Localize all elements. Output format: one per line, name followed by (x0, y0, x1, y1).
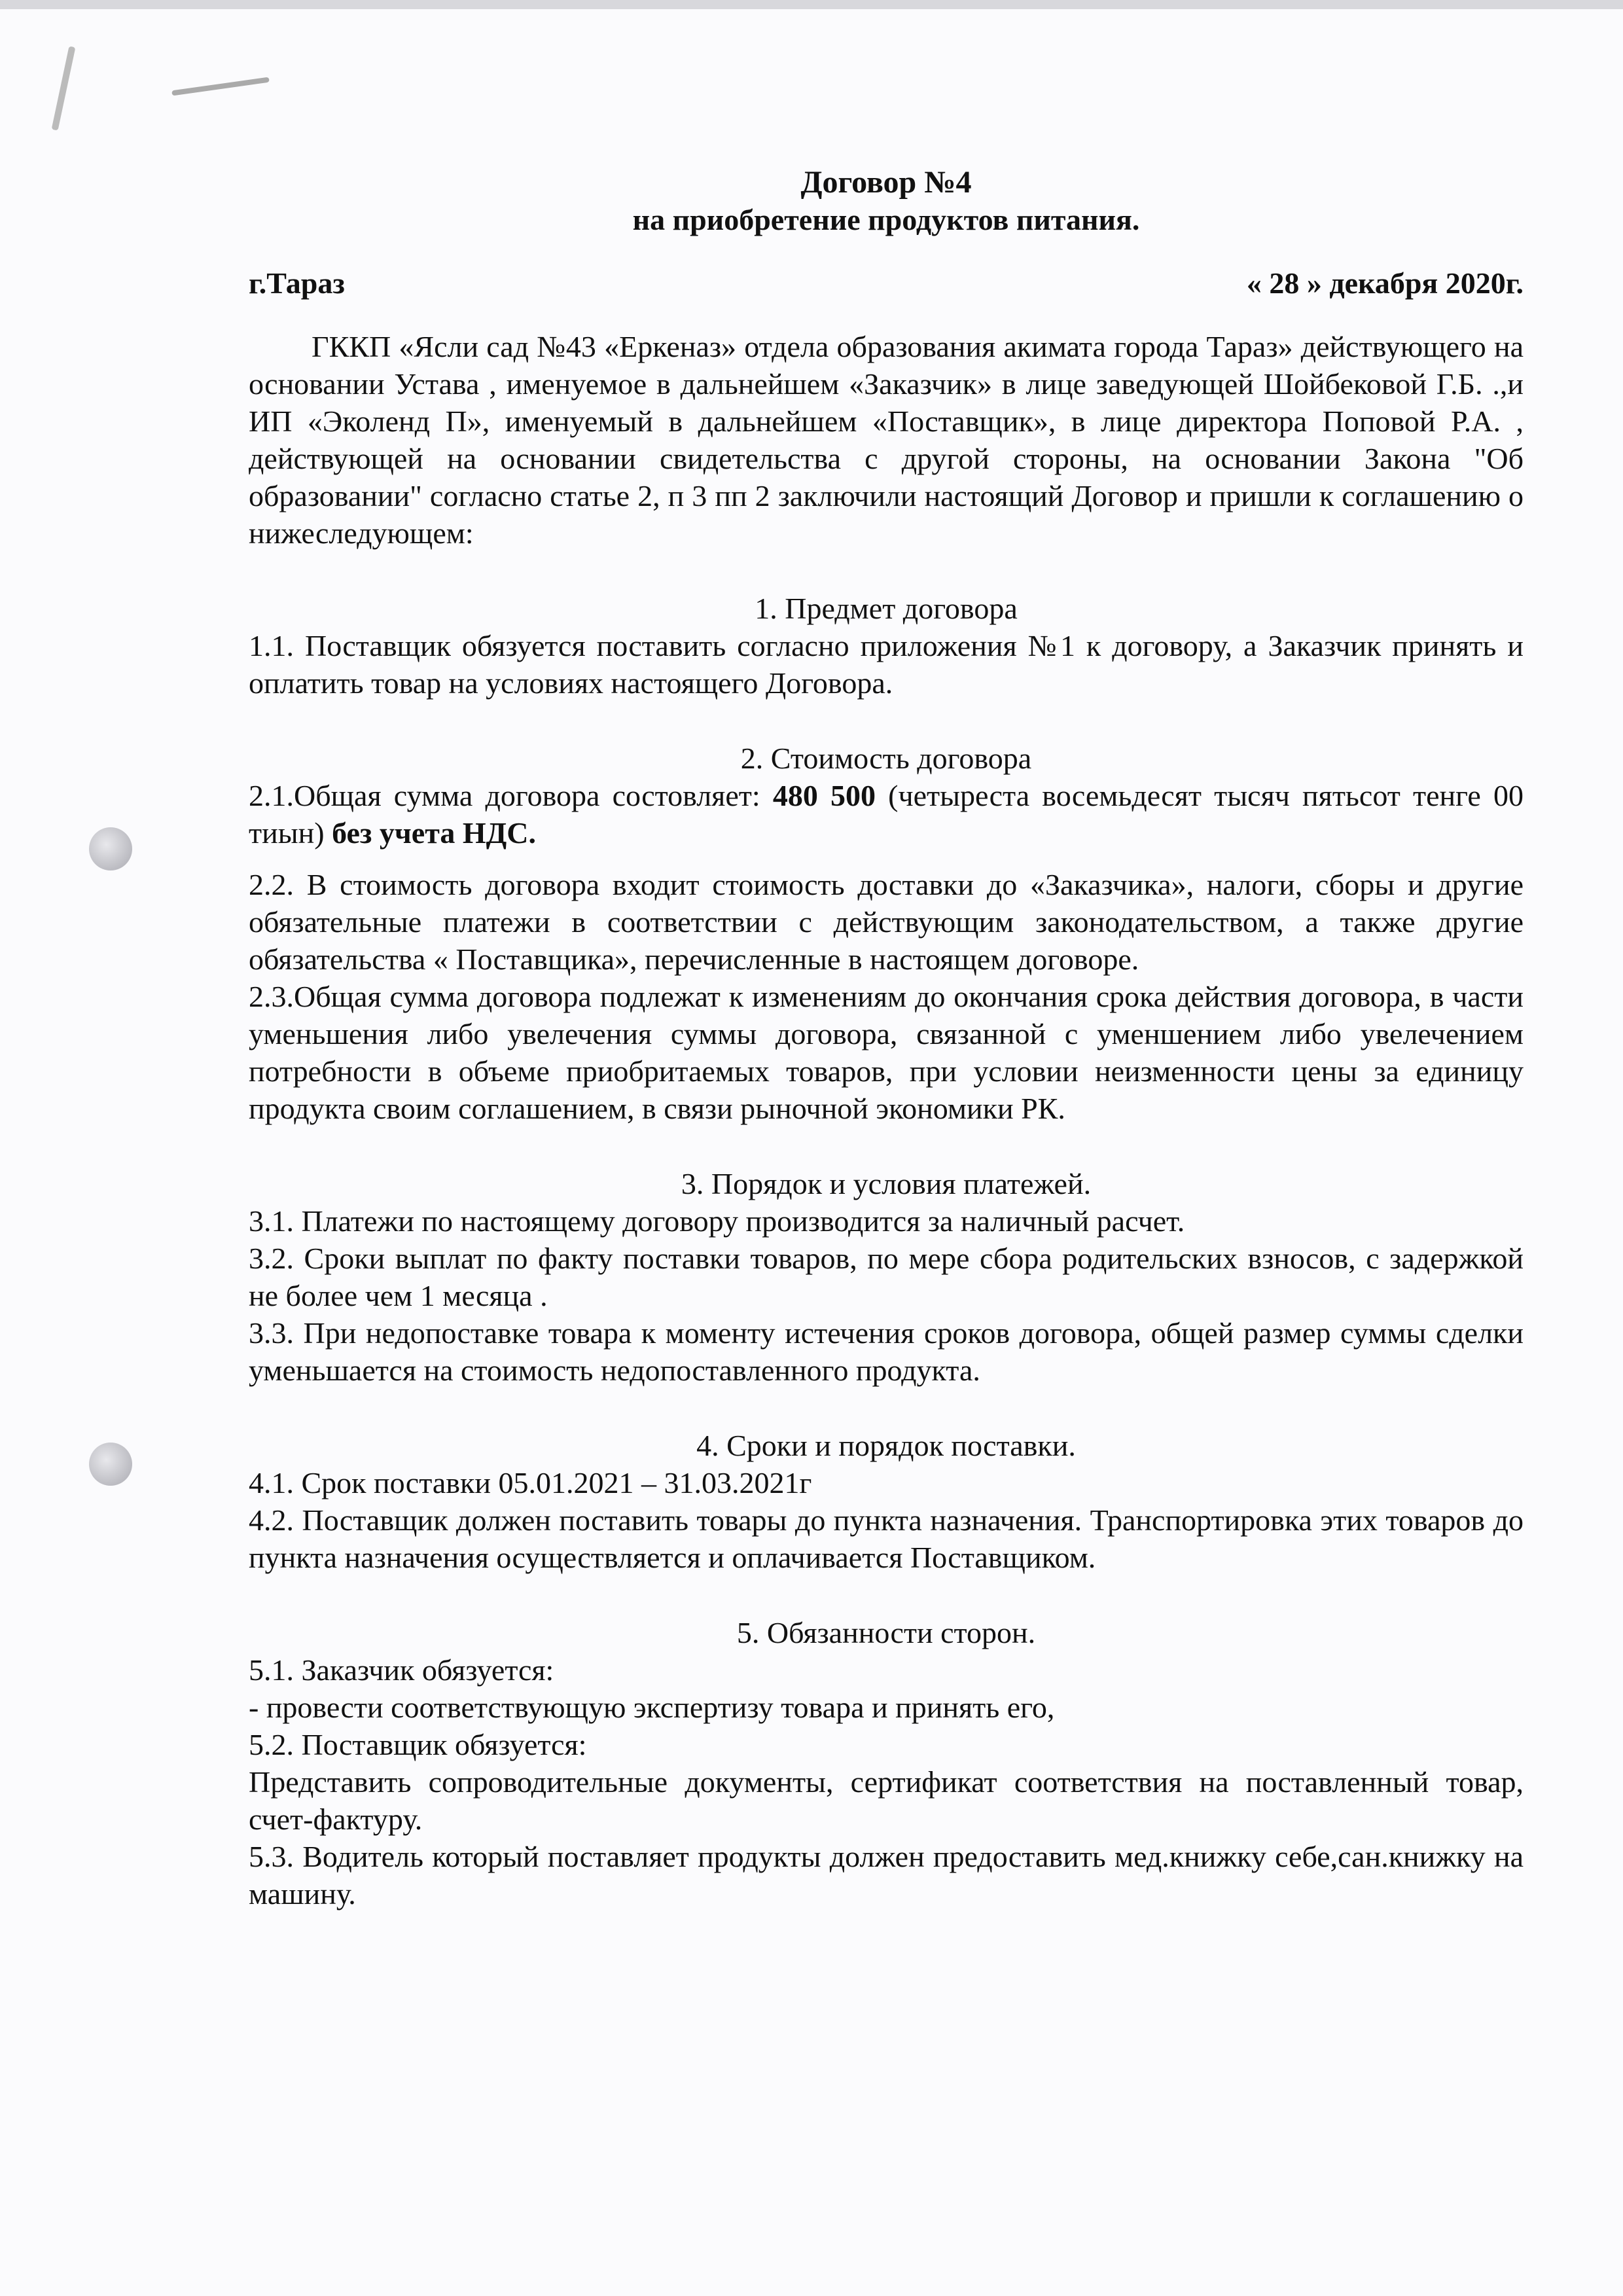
contract-amount: 480 500 (772, 779, 876, 812)
preamble: ГККП «Ясли сад №43 «Еркеназ» отдела образования акимата города Тараз» действующего на основании Устава , именуемое в дальнейшем «Заказчик» в лице заведующей Шойбековой Г.Б. .,и ИП «Эколенд П», именуемый в дальнейшем «Поставщик», в лице директора Поповой Р.А. , действующей на основании свидетельства с другой стороны, на основании Закона "Об образовании" согласно статье 2, п 3 пп 2 заключили настоящий Договор и пришли к соглашению о нижеследующем: (249, 330, 1524, 550)
clause: 4.1. Срок поставки 05.01.2021 – 31.03.2021г (249, 1466, 812, 1499)
scan-edge (0, 0, 1623, 9)
date: « 28 » декабря 2020г. (1246, 266, 1524, 300)
clause-amount (249, 777, 1524, 852)
clause: 1.1. Поставщик обязуется поставить согласно приложения №1 к договору, а Заказчик принять и оплатить товар на условиях настоящего Договора. (249, 629, 1524, 700)
clause: 5.3. Водитель который поставляет продукты должен предоставить мед.книжку себе,сан.книжку на машину. (249, 1840, 1524, 1910)
document-page (249, 164, 1524, 1912)
clause-text: 2.1.Общая сумма договора состовляет: (249, 779, 773, 812)
section-heading: 3. Порядок и условия платежей. (681, 1167, 1092, 1200)
punch-hole (89, 827, 132, 870)
clause: 4.2. Поставщик должен поставить товары до пункта назначения. Транспортировка этих товаров до пункта назначения осуществляется и оплачивается Поставщиком. (249, 1503, 1524, 1574)
clause: 3.1. Платежи по настоящему договору производится за наличный расчет. (249, 1204, 1185, 1238)
clause: 3.3. При недопоставке товара к моменту истечения сроков договора, общей размер суммы сделки уменьшается на стоимость недопоставленного продукта. (249, 1316, 1524, 1387)
city: г.Тараз (249, 266, 345, 300)
vat-note: без учета НДС. (332, 816, 537, 850)
section-heading: 2. Стоимость договора (740, 742, 1032, 775)
document-subtitle: на приобретение продуктов питания. (632, 203, 1140, 236)
clause: - провести соответствующую экспертизу товара и принять его, (249, 1691, 1055, 1724)
clause: 2.2. В стоимость договора входит стоимость доставки до «Заказчика», налоги, сборы и другие обязательные платежи в соответствии с действующим законодательством, а также другие обязательства « Поставщика», перечисленные в настоящем договоре. (249, 868, 1524, 976)
scan-mark (171, 77, 270, 96)
clause: 5.2. Поставщик обязуется: (249, 1728, 587, 1761)
section-heading: 5. Обязанности сторон. (736, 1616, 1036, 1649)
clause: 3.2. Сроки выплат по факту поставки товаров, по мере сбора родительских взносов, с задержкой не более чем 1 месяца . (249, 1242, 1524, 1312)
section-heading: 4. Сроки и порядок поставки. (696, 1429, 1076, 1462)
section-heading: 1. Предмет договора (755, 592, 1018, 625)
document-title: Договор №4 (800, 165, 972, 200)
clause: Представить сопроводительные документы, сертификат соответствия на поставленный товар, счет-фактуру. (249, 1765, 1524, 1836)
clause-text: (четыреста восемьдесят тысяч пятьсот тенге 00 тиын) (249, 779, 1524, 850)
clause: 2.3.Общая сумма договора подлежат к изменениям до окончания срока действия договора, в части уменьшения либо увелечения суммы договора, связанной с уменшением либо увелечением потребности в объеме приобритаемых товаров, при условии неизменности цены за единицу продукта своим соглашением, в связи рыночной экономики РК. (249, 980, 1524, 1125)
clause: 5.1. Заказчик обязуется: (249, 1653, 554, 1687)
place-date-row (249, 264, 1524, 302)
scan-mark (52, 46, 76, 130)
punch-hole (89, 1443, 132, 1486)
